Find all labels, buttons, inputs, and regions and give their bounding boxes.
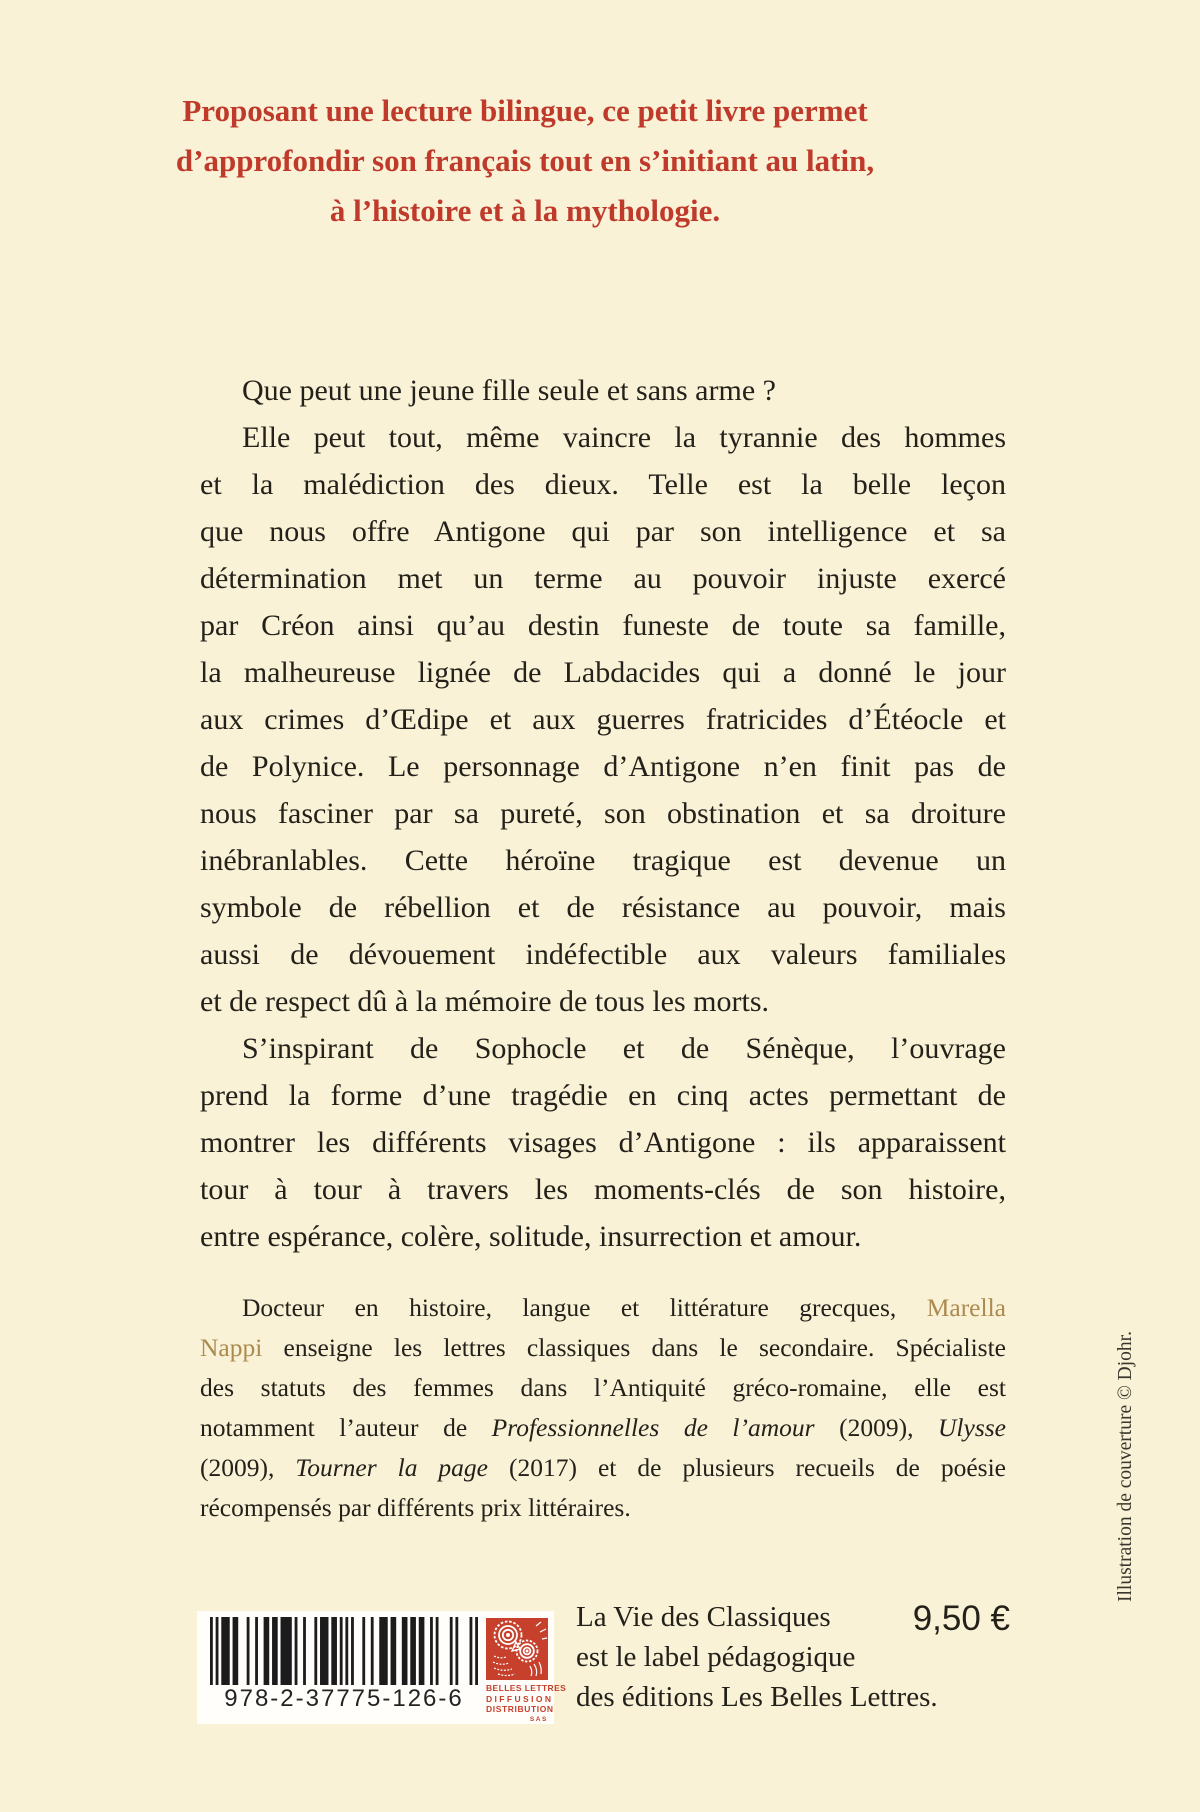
text-line: symbole de rébellion et de résistance au pouvoir, mais [200,891,1006,924]
text-line: aussi de dévouement indéfectible aux valeurs familiales [200,938,1006,971]
text-line: détermination met un terme au pouvoir injuste exercé [200,562,1006,595]
text-line: d’approfondir son français tout en s’initiant au latin, [175,143,875,178]
isbn-number: 978-2-37775-126-6 [224,1685,464,1712]
text-line [200,1408,1006,1448]
text-line: des éditions Les Belles Lettres. [576,1681,938,1713]
text-line: entre espérance, colère, solitude, insurrection et amour. [200,1220,862,1253]
synopsis [200,367,1006,1260]
isbn-box [197,1611,567,1724]
headline [140,86,910,236]
text-line: La Vie des Classiques [576,1601,831,1633]
barcode [210,1617,478,1685]
text-line: Que peut une jeune fille seule et sans arme ? [242,374,776,407]
text-segment: récompensés par différents prix littéraires. [200,1493,631,1522]
text-line [200,1288,1006,1328]
text-line: S’inspirant de Sophocle et de Sénèque, l’ouvrage [242,1032,1006,1065]
text-segment: enseigne les lettres classiques dans le secondaire. Spécialiste [262,1333,1006,1362]
text-segment: Professionnelles de l’amour [491,1413,815,1442]
text-line: BELLES LETTRES [486,1683,567,1693]
text-line [200,1448,1006,1488]
text-line: que nous offre Antigone qui par son intelligence et sa [200,515,1006,548]
text-segment: notamment l’auteur de [200,1413,492,1442]
text-line: SAS [529,1715,548,1723]
text-line: DISTRIBUTION [486,1704,554,1714]
text-line: par Créon ainsi qu’au destin funeste de toute sa famille, [200,609,1006,642]
text-line: inébranlables. Cette héroïne tragique est devenue un [200,844,1006,877]
text-line: prend la forme d’une tragédie en cinq actes permettant de [200,1079,1006,1112]
text-segment: Ulysse [938,1413,1006,1442]
price: 9,50 € [912,1599,1010,1638]
text-line: Elle peut tout, même vaincre la tyrannie des hommes [242,421,1006,454]
text-line [200,1328,1006,1368]
author-name: Marella [926,1293,1006,1322]
author-name: Nappi [200,1333,263,1362]
text-line: tour à tour à travers les moments-clés de son histoire, [200,1173,1006,1206]
text-line: et la malédiction des dieux. Telle est la belle leçon [200,468,1006,501]
text-segment: Docteur en histoire, langue et littérature grecques, [242,1293,927,1322]
text-line: montrer les différents visages d’Antigone : ils apparaissent [200,1126,1006,1159]
text-line: à l’histoire et à la mythologie. [329,193,721,228]
text-line: DIFFUSION [486,1693,554,1704]
publisher-logo-text [486,1683,567,1725]
text-segment: (2017) et de plusieurs recueils de poésie [488,1453,1006,1482]
text-line: aux crimes d’Œdipe et aux guerres fratricides d’Étéocle et [200,703,1006,736]
text-line: est le label pédagogique [576,1641,856,1673]
text-line: la malheureuse lignée de Labdacides qui a donné le jour [200,656,1006,689]
text-line: et de respect dû à la mémoire de tous les morts. [200,985,769,1018]
text-line [200,1368,1006,1408]
text-line: Proposant une lecture bilingue, ce petit livre permet [182,93,868,128]
author-bio [200,1288,1006,1528]
illustration-credit: Illustration de couverture © Djohr. [1115,1331,1136,1602]
text-line [200,1488,1006,1528]
owl-logo-icon [486,1618,548,1680]
text-line: de Polynice. Le personnage d’Antigone n’en finit pas de [200,750,1006,783]
text-line: nous fasciner par sa pureté, son obstination et sa droiture [200,797,1006,830]
text-segment: des statuts des femmes dans l’Antiquité gréco-romaine, elle est [200,1373,1006,1402]
text-segment: Tourner la page [295,1453,489,1482]
text-segment: (2009), [814,1413,939,1442]
publisher-logo [486,1618,567,1725]
text-segment: (2009), [200,1453,296,1482]
